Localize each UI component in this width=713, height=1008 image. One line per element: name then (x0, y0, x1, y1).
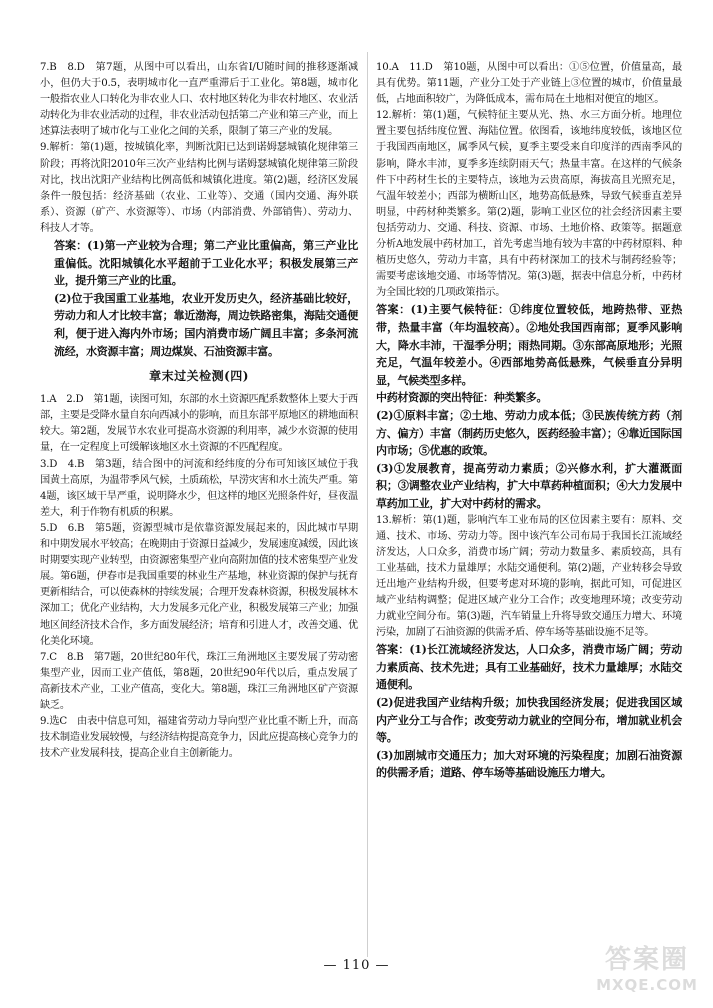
watermark-text: 答案圈 (604, 945, 689, 975)
answer-7-8: 7.B 8.D 第7题，从图中可以看出，山东省I/U随时间的推移逐渐减小，但仍大于0.5，表明城市化一直严重滞后于工业化。第8题，城市化一般指农业人口转化为非农业人口、农村地区转化为非农村地区、农业活动转化为非农业活动的过程，非农业活动包括第二产业和第三产业，而上述算法表明了城市化与工业化之间的关系，限制了第三产业的发展。 (40, 62, 358, 138)
watermark-logo (587, 944, 707, 1004)
answer-12-key-2: 中药材资源的突出特征：种类繁多。 (376, 391, 548, 405)
answer-7-8-chapter: 7.C 8.B 第7题，20世纪80年代，珠江三角洲地区主要发展了劳动密集型产业，因而工业产值低，第8题，20世纪90年代以后，重点发展了高新技术产业，工业产值高，变化大。第8题，珠江三角洲地区矿产资源缺乏。 (40, 651, 358, 711)
answer-12-key-4: (3)①发展教育，提高劳动力素质；②兴修水利，扩大灌溉面积；③调整农业产业结构，扩大中草药种植面积；④大力发展中草药加工业，扩大对中药材的需求。 (376, 461, 682, 510)
answer-1-2: 1.A 2.D 第1题，读图可知，东部的水土资源匹配系数整体上要大于西部，主要是受降水量自东向西减小的影响，而且东部平原地区的耕地面积较大。第2题，发展节水农业可提高水资源的利用率，减少水资源的使用量，在一定程度上可缓解该地区水土资源的不匹配程度。 (40, 394, 358, 454)
section-title: 章末过关检测(四) (149, 369, 249, 384)
page-number: — 110 — (323, 958, 390, 973)
watermark-url: MXQE.COM (596, 976, 698, 994)
answer-5-6: 5.D 6.B 第5题，资源型城市是依靠资源发展起来的，因此城市早期和中期发展水平较高；在晚期由于资源日益减少，发展速度减缓，因此该时期要实现产业转型，由资源密集型产业向高附加值的技术密集型产业发展。第6题，伊春市是我国重要的林业生产基地，林业资源的保护与抚育更新相结合，可以使森林的持续发展；合理开发森林资源，积极发展林木深加工；优化产业结构，大力发展多元化产业，积极发展第三产业；加强地区间经济技术合作，多方面发展经济；培育和引进人才，改善交通、优化美化环境。 (40, 522, 358, 647)
column-divider (367, 52, 368, 957)
answer-12-analysis: 12.解析：第(1)题，气候特征主要从光、热、水三方面分析。地理位置主要包括纬度位置、海陆位置。依图看，该地纬度较低，该地区位于我国西南地区，属季风气候，夏季主要受来自印度洋的西南季风的影响，降水丰沛，夏季多连续阴雨天气；热量丰富。在这样的气候条件下中药材生长的主要特点，该地为云贵高原，海拔高且光照充足，气温年较差小；西部为横断山区，地势高低悬殊，导致气候垂直差异明显，中药材种类繁多。第(2)题，影响工业区位的社会经济因素主要包括劳动力、交通、科技、资源、市场、土地价格、政策等。据题意分析A地发展中药材加工，首先考虑当地有较为丰富的中药材原料、种植历史悠久，劳动力丰富，具有中药材深加工的技术与制药经验等；需要考虑该地交通、市场等情况。第(3)题，据表中信息分析，中药材为全国比较的几项政策指示。 (376, 110, 682, 299)
right-column (376, 60, 682, 782)
left-column (40, 60, 358, 762)
answer-13-key-2: (2)促进我国产业结构升级；加快我国经济发展；促进我国区域内产业分工与合作；改变劳动力就业的空间分布，增加就业机会等。 (376, 696, 682, 745)
answer-3-4: 3.D 4.B 第3题，结合图中的河流和经纬度的分布可知该区域位于我国黄土高原，为温带季风气候，土质疏松，早涝灾害和水土流失严重。第4题，该区域干旱严重，说明降水少，但这样的地区光照条件好，昼夜温差大，利于作物有机质的积累。 (40, 458, 358, 518)
answer-12-key-3: (2)①原料丰富；②土地、劳动力成本低；③民族传统方药（剂方、偏方）丰富（制药历史悠久，医药经验丰富）；④靠近国际国内市场；⑤优惠的政策。 (376, 408, 682, 458)
answer-13-key-3: (3)加剧城市交通压力；加大对环境的污染程度；加剧石油资源的供需矛盾；道路、停车场等基础设施压力增大。 (376, 748, 682, 780)
answer-12-key-1: 答案：(1)主要气候特征：①纬度位置较低，地跨热带、亚热带，热量丰富（年均温较高）。②地处我国西南部；夏季风影响大，降水丰沛，干湿季分明；雨热同期。③东部高原地形；光照充足，气温年较差小。④西部地势高低悬殊，气候垂直分异明显，气候类型多样。 (376, 303, 682, 387)
answer-9-key-1: 答案：(1)第一产业较为合理；第二产业比重偏高，第三产业比重偏低。沈阳城镇化水平超前于工业化水平；积极发展第三产业，提升第三产业的比重。 (54, 239, 358, 288)
answer-13-analysis: 13.解析：第(1)题，影响汽车工业布局的区位因素主要有：原料、交通、技术、市场、劳动力等。图中该汽车公司布局于我国长江流域经济发达，人口众多，消费市场广阔；劳动力数量多、素质较高，具有工业基础，技术力量雄厚；水陆交通便利。第(2)题，产业转移会导致迁出地产业结构升级，但要考虑对环境的影响，据此可知，可促进区域产业结构调整；促进区域产业分工合作；改变地理环境；改变劳动力就业空间分布。第(3)题，汽车销量上升将导致交通压力增大、环境污染，加剧了石油资源的供需矛盾、停车场等基础设施不足等。 (376, 514, 682, 639)
answer-9-key-2: (2)位于我国重工业基地，农业开发历史久，经济基础比较好，劳动力和人才比较丰富；靠近渤海，周边铁路密集，海陆交通便利，便于进入海内外市场；国内消费市场广阔且丰富；多条河流流经，水资源丰富；周边煤炭、石油资源丰富。 (54, 291, 358, 358)
answer-10-11: 10.A 11.D 第10题，从图中可以看出：①⑤位置，价值量高，最具有优势。第11题，产业分工处于产业链上③位置的城市，价值量最低，占地面积较广，为降低成本，需布局在土地相对便宜的地区。 (376, 62, 682, 106)
answer-13-key-1: 答案：(1)长江流域经济发达，人口众多，消费市场广阔；劳动力素质高、技术先进；具有工业基础好，技术力量雄厚；水陆交通便利。 (376, 643, 682, 692)
answer-9-chapter: 9.选C 由表中信息可知，福建省劳动力导向型产业比重不断上升，而高技术制造业发展较慢，与经济结构提高竞争力，因此应提高核心竞争力的技术产业发展科技，提高企业自主创新能力。 (40, 716, 358, 760)
answer-9-analysis: 9.解析：第(1)题，按城镇化率，判断沈阳已达到诺姆瑟城镇化规律第三阶段；再将沈阳2010年三次产业结构比例与诺姆瑟城镇化规律第三阶段对比，找出沈阳产业结构比例高低和城镇化进度。第(2)题，经济区发展条件一般包括：经济基础（农业、工业等）、交通（国内交通、海外联系）、资源（矿产、水资源等）、市场（内部消费、外部销售）、劳动力、科技人才等。 (40, 142, 358, 234)
